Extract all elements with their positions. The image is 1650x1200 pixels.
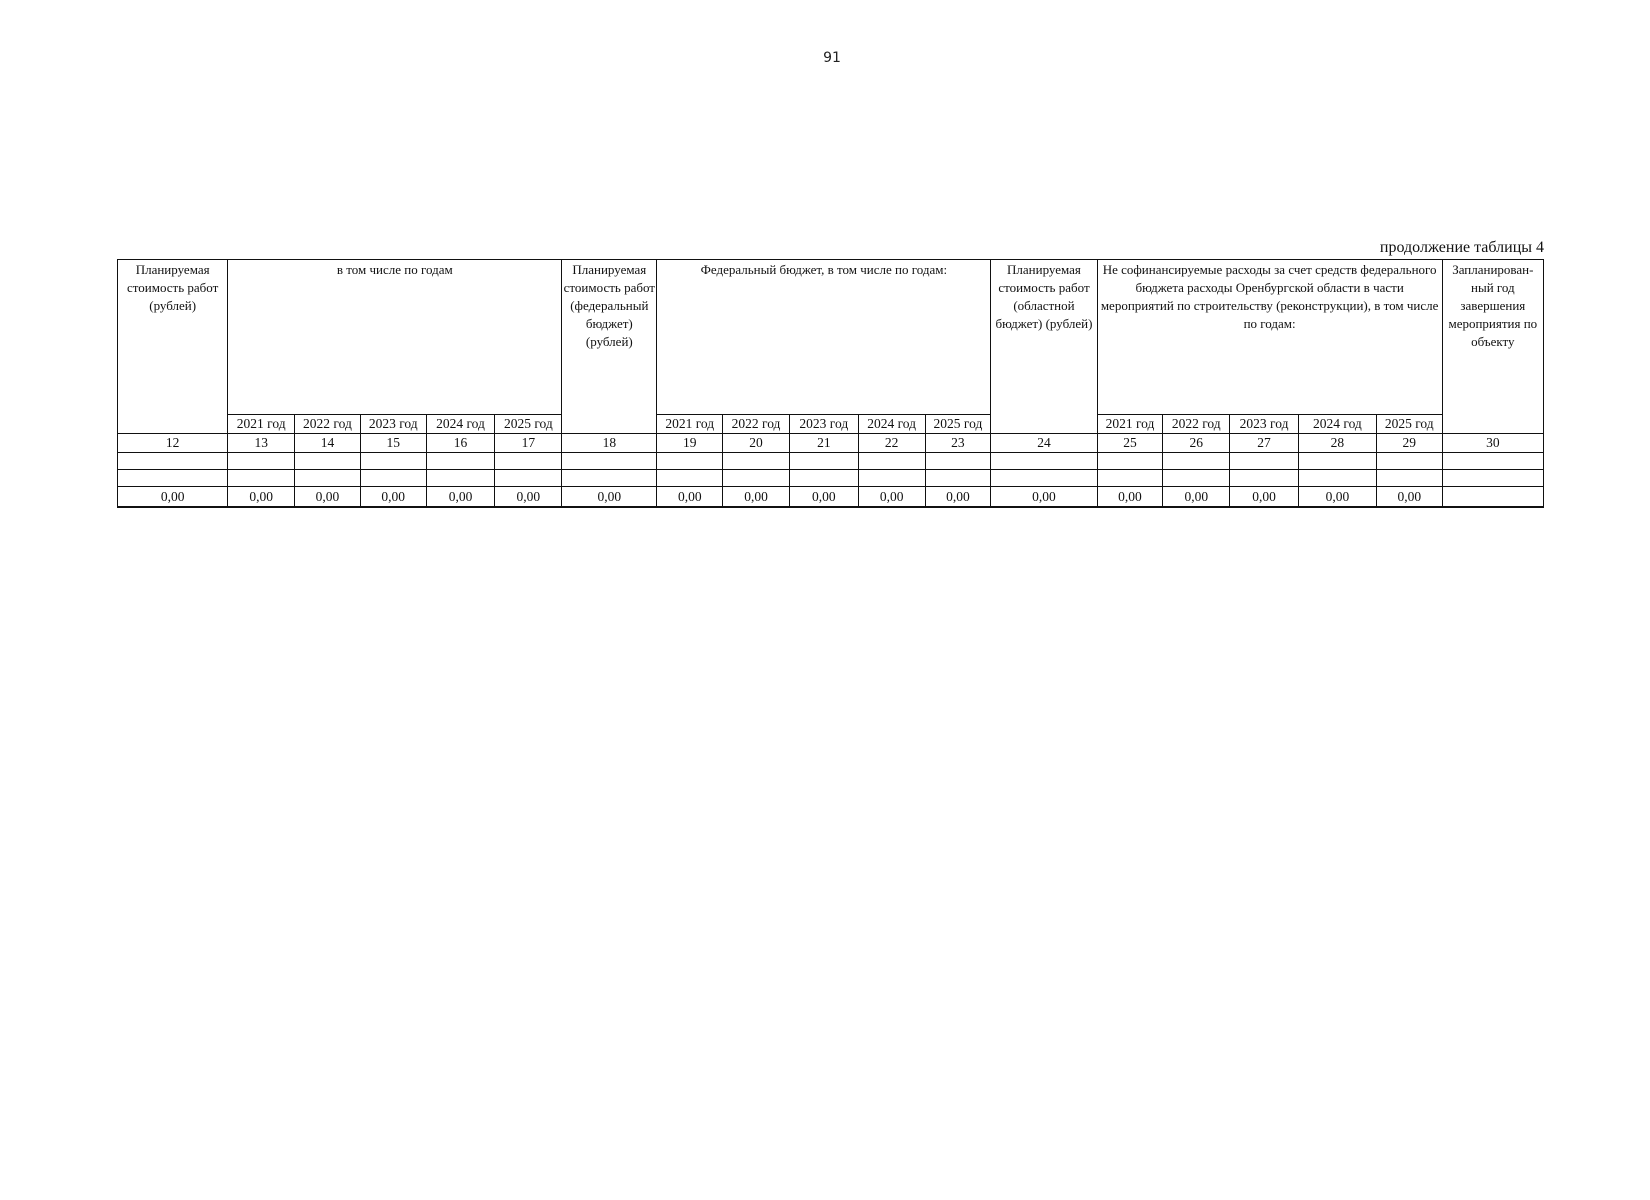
total-cell: 0,00 <box>1298 487 1376 508</box>
empty-cell <box>1442 470 1543 487</box>
table-row-empty <box>118 453 1544 470</box>
empty-cell <box>562 453 657 470</box>
year-cell: 2025 год <box>495 415 562 434</box>
header-planned-cost-regional: Планируемая стоимость работ (областной бюджет) (рублей) <box>991 260 1097 434</box>
column-number: 24 <box>991 434 1097 453</box>
year-cell: 2024 год <box>1298 415 1376 434</box>
column-number: 19 <box>657 434 723 453</box>
empty-cell <box>495 470 562 487</box>
total-cell: 0,00 <box>1163 487 1230 508</box>
empty-cell <box>858 453 925 470</box>
empty-cell <box>118 470 228 487</box>
empty-cell <box>295 470 361 487</box>
empty-cell <box>426 453 495 470</box>
total-cell: 0,00 <box>1230 487 1299 508</box>
year-cell: 2022 год <box>295 415 361 434</box>
empty-cell <box>426 470 495 487</box>
year-cell: 2025 год <box>1376 415 1442 434</box>
year-cell: 2023 год <box>360 415 426 434</box>
header-non-cofinanced-by-years: Не софинансируемые расходы за счет средств федерального бюджета расходы Оренбургской области в части мероприятий по строительству (реконструкции), в том числе по годам: <box>1097 260 1442 415</box>
empty-cell <box>360 453 426 470</box>
totals-row <box>118 487 1544 508</box>
empty-cell <box>858 470 925 487</box>
total-cell: 0,00 <box>426 487 495 508</box>
year-cell: 2022 год <box>1163 415 1230 434</box>
total-cell: 0,00 <box>228 487 295 508</box>
empty-cell <box>295 453 361 470</box>
empty-cell <box>991 470 1097 487</box>
empty-cell <box>723 470 790 487</box>
column-number: 30 <box>1442 434 1543 453</box>
total-cell: 0,00 <box>495 487 562 508</box>
empty-cell <box>925 470 991 487</box>
column-number: 25 <box>1097 434 1163 453</box>
header-federal-budget-by-years: Федеральный бюджет, в том числе по годам: <box>657 260 991 415</box>
total-cell: 0,00 <box>118 487 228 508</box>
header-planned-cost-federal: Планируемая стоимость работ (федеральный бюджет) (рублей) <box>562 260 657 434</box>
year-cell: 2023 год <box>789 415 858 434</box>
column-number: 14 <box>295 434 361 453</box>
empty-cell <box>1376 470 1442 487</box>
empty-cell <box>723 453 790 470</box>
year-cell: 2024 год <box>426 415 495 434</box>
empty-cell <box>228 470 295 487</box>
column-number: 17 <box>495 434 562 453</box>
column-number: 21 <box>789 434 858 453</box>
empty-cell <box>360 470 426 487</box>
continuation-label: продолжение таблицы 4 <box>1379 239 1544 256</box>
empty-cell <box>1097 453 1163 470</box>
budget-table <box>117 259 1544 508</box>
column-number: 28 <box>1298 434 1376 453</box>
column-number: 23 <box>925 434 991 453</box>
column-number: 18 <box>562 434 657 453</box>
column-number: 12 <box>118 434 228 453</box>
empty-cell <box>1230 453 1299 470</box>
empty-cell <box>657 470 723 487</box>
empty-cell <box>118 453 228 470</box>
column-number: 13 <box>228 434 295 453</box>
total-cell: 0,00 <box>360 487 426 508</box>
column-number: 27 <box>1230 434 1299 453</box>
column-number-row <box>118 434 1544 453</box>
year-cell: 2021 год <box>657 415 723 434</box>
header-by-years: в том числе по годам <box>228 260 562 415</box>
total-cell: 0,00 <box>657 487 723 508</box>
total-cell: 0,00 <box>723 487 790 508</box>
empty-cell <box>1442 453 1543 470</box>
empty-cell <box>228 453 295 470</box>
empty-cell <box>562 470 657 487</box>
total-cell <box>1442 487 1543 508</box>
column-number: 26 <box>1163 434 1230 453</box>
empty-cell <box>789 470 858 487</box>
empty-cell <box>1298 453 1376 470</box>
column-number: 16 <box>426 434 495 453</box>
empty-cell <box>789 453 858 470</box>
year-cell: 2022 год <box>723 415 790 434</box>
column-number: 22 <box>858 434 925 453</box>
empty-cell <box>991 453 1097 470</box>
empty-cell <box>1376 453 1442 470</box>
total-cell: 0,00 <box>1097 487 1163 508</box>
empty-cell <box>1163 470 1230 487</box>
total-cell: 0,00 <box>925 487 991 508</box>
year-cell: 2021 год <box>1097 415 1163 434</box>
empty-cell <box>657 453 723 470</box>
total-cell: 0,00 <box>1376 487 1442 508</box>
total-cell: 0,00 <box>789 487 858 508</box>
column-number: 20 <box>723 434 790 453</box>
column-number: 29 <box>1376 434 1442 453</box>
total-cell: 0,00 <box>858 487 925 508</box>
total-cell: 0,00 <box>295 487 361 508</box>
empty-cell <box>1163 453 1230 470</box>
page-number: 91 <box>823 50 841 66</box>
header-planned-completion-year: Запланирован-ный год завершения мероприятия по объекту <box>1442 260 1543 434</box>
table-row-empty <box>118 470 1544 487</box>
year-cell: 2025 год <box>925 415 991 434</box>
header-row <box>118 260 1544 415</box>
empty-cell <box>1230 470 1299 487</box>
empty-cell <box>925 453 991 470</box>
empty-cell <box>1097 470 1163 487</box>
header-planned-cost: Планируемая стоимость работ (рублей) <box>118 260 228 434</box>
total-cell: 0,00 <box>991 487 1097 508</box>
year-header-row <box>118 415 1544 434</box>
year-cell: 2024 год <box>858 415 925 434</box>
total-cell: 0,00 <box>562 487 657 508</box>
column-number: 15 <box>360 434 426 453</box>
empty-cell <box>1298 470 1376 487</box>
year-cell: 2023 год <box>1230 415 1299 434</box>
empty-cell <box>495 453 562 470</box>
year-cell: 2021 год <box>228 415 295 434</box>
